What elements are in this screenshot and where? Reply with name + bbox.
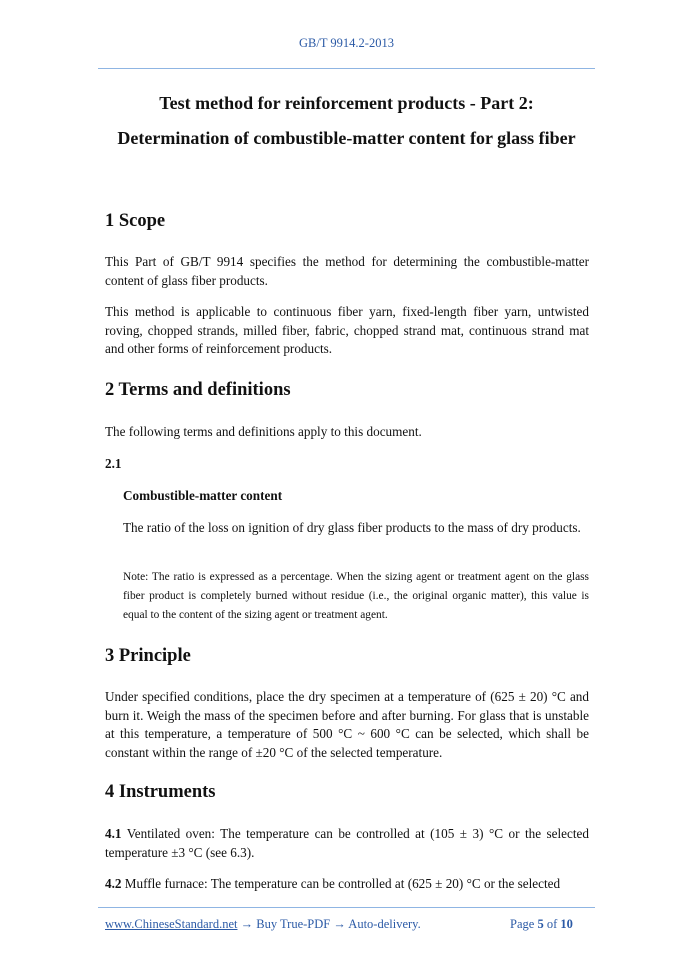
document-title-line-2: Determination of combustible-matter content for glass fiber bbox=[117, 128, 576, 148]
clause-number-2-1: 2.1 bbox=[105, 456, 122, 471]
instrument-4-2-number: 4.2 bbox=[105, 876, 122, 891]
term-heading: Combustible-matter content bbox=[123, 488, 283, 503]
document-title-line-1: Test method for reinforcement products - Part 2: bbox=[159, 93, 534, 113]
section-heading-instruments: 4 Instruments bbox=[105, 782, 216, 802]
instrument-4-2-text: Muffle furnace: The temperature can be controlled at (625 ± 20) °C or the selected bbox=[121, 876, 561, 891]
footer-page-indicator bbox=[510, 917, 573, 932]
footer-promo bbox=[105, 917, 421, 932]
instrument-4-2 bbox=[105, 875, 589, 894]
footer-divider bbox=[98, 907, 595, 908]
term-definition: The ratio of the loss on ignition of dry glass fiber products to the mass of dry products. bbox=[123, 520, 581, 535]
term-note: Note: The ratio is expressed as a percentage. When the sizing agent or treatment agent on the glass fiber product is completely burned without residue (i.e., the original organic matter), this value is equal to the content of the sizing agent or treatment agent. bbox=[123, 571, 589, 621]
terms-intro-paragraph: The following terms and definitions apply to this document. bbox=[105, 424, 422, 439]
page-number: 5 bbox=[537, 917, 544, 931]
scope-paragraph-2: This method is applicable to continuous fiber yarn, fixed-length fiber yarn, untwisted roving, chopped strands, milled fiber, fabric, chopped strand mat, continuous strand mat and other forms of reinforcement products. bbox=[105, 304, 589, 356]
instrument-4-1-number: 4.1 bbox=[105, 826, 122, 841]
principle-paragraph: Under specified conditions, place the dry specimen at a temperature of (625 ± 20) °C and burn it. Weigh the mass of the specimen before and after burning. For glass that is unstable at this temperature, a temperature of 500 °C ~ 600 °C can be selected, which shall be constant within the range of ±20 °C of the selected temperature. bbox=[105, 689, 589, 760]
footer-promo-text: → Buy True-PDF → Auto-delivery. bbox=[237, 917, 421, 931]
footer-site-link[interactable]: www.ChineseStandard.net bbox=[105, 917, 238, 931]
header-standard-number: GB/T 9914.2-2013 bbox=[299, 36, 394, 50]
page-total: 10 bbox=[560, 917, 573, 931]
page-label: Page bbox=[510, 917, 535, 931]
section-heading-principle: 3 Principle bbox=[105, 646, 191, 666]
header-divider bbox=[98, 68, 595, 69]
instrument-4-1-text: Ventilated oven: The temperature can be controlled at (105 ± 3) °C or the selected temperature ±3 °C (see 6.3). bbox=[105, 826, 589, 860]
page-of-label: of bbox=[546, 917, 558, 931]
scope-paragraph-1: This Part of GB/T 9914 specifies the method for determining the combustible-matter content of glass fiber products. bbox=[105, 254, 589, 288]
section-heading-terms: 2 Terms and definitions bbox=[105, 380, 291, 400]
section-heading-scope: 1 Scope bbox=[105, 211, 166, 231]
instrument-4-1 bbox=[105, 825, 589, 862]
